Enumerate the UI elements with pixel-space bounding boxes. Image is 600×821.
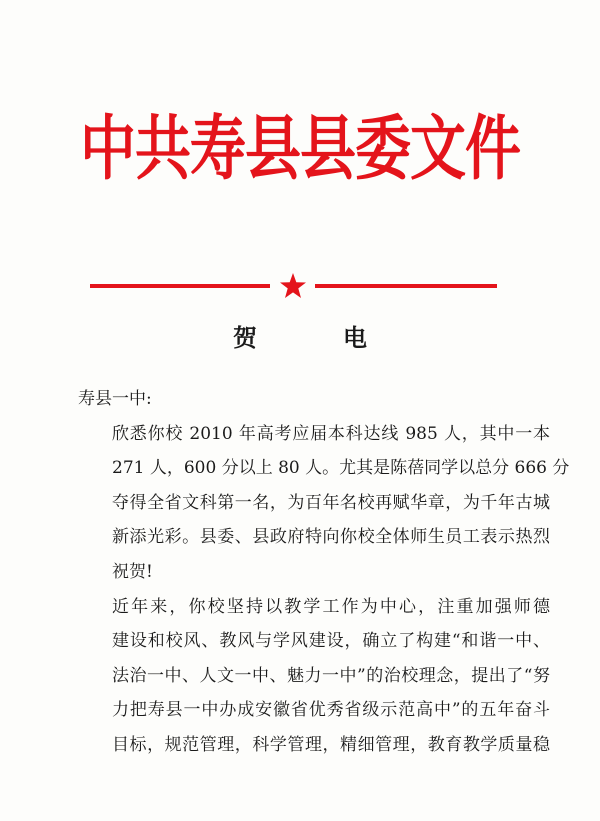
paragraph-1-line: 新添光彩。县委、县政府特向你校全体师生员工表示热烈 xyxy=(112,527,550,548)
paragraph-2-line: 法治一中、人文一中、魅力一中”的治校理念，提出了“努 xyxy=(112,665,550,686)
paragraph-1-line: 271 人，600 分以上 80 人。尤其是陈蓓同学以总分 666 分 xyxy=(112,458,570,479)
paragraph-2-line: 目标，规范管理，科学管理，精细管理，教育教学质量稳 xyxy=(112,734,550,755)
document-title-left: 贺 xyxy=(233,323,257,352)
paragraph-2-line: 力把寿县一中办成安徽省优秀省级示范高中”的五年奋斗 xyxy=(112,700,550,721)
paragraph-1-line: 祝贺! xyxy=(112,561,153,582)
paragraph-2 xyxy=(78,590,550,763)
paragraph-2-line: 近年来，你校坚持以教学工作为中心，注重加强师德 xyxy=(112,596,550,617)
document-body xyxy=(78,382,570,763)
paragraph-1 xyxy=(78,417,570,590)
paragraph-2-line: 建设和校风、教风与学风建设，确立了构建“和谐一中、 xyxy=(112,631,550,652)
document-title-right: 电 xyxy=(343,323,367,352)
header-divider-left xyxy=(90,284,270,288)
document-header-title: 中共寿县县委文件 xyxy=(80,108,520,190)
star-icon xyxy=(278,271,308,301)
header-divider-right xyxy=(315,284,497,288)
paragraph-1-line: 夺得全省文科第一名，为百年名校再赋华章，为千年古城 xyxy=(112,492,550,513)
document-title xyxy=(0,318,600,353)
salutation: 寿县一中: xyxy=(78,389,152,409)
paragraph-1-line: 欣悉你校 2010 年高考应届本科达线 985 人，其中一本 xyxy=(112,423,550,444)
